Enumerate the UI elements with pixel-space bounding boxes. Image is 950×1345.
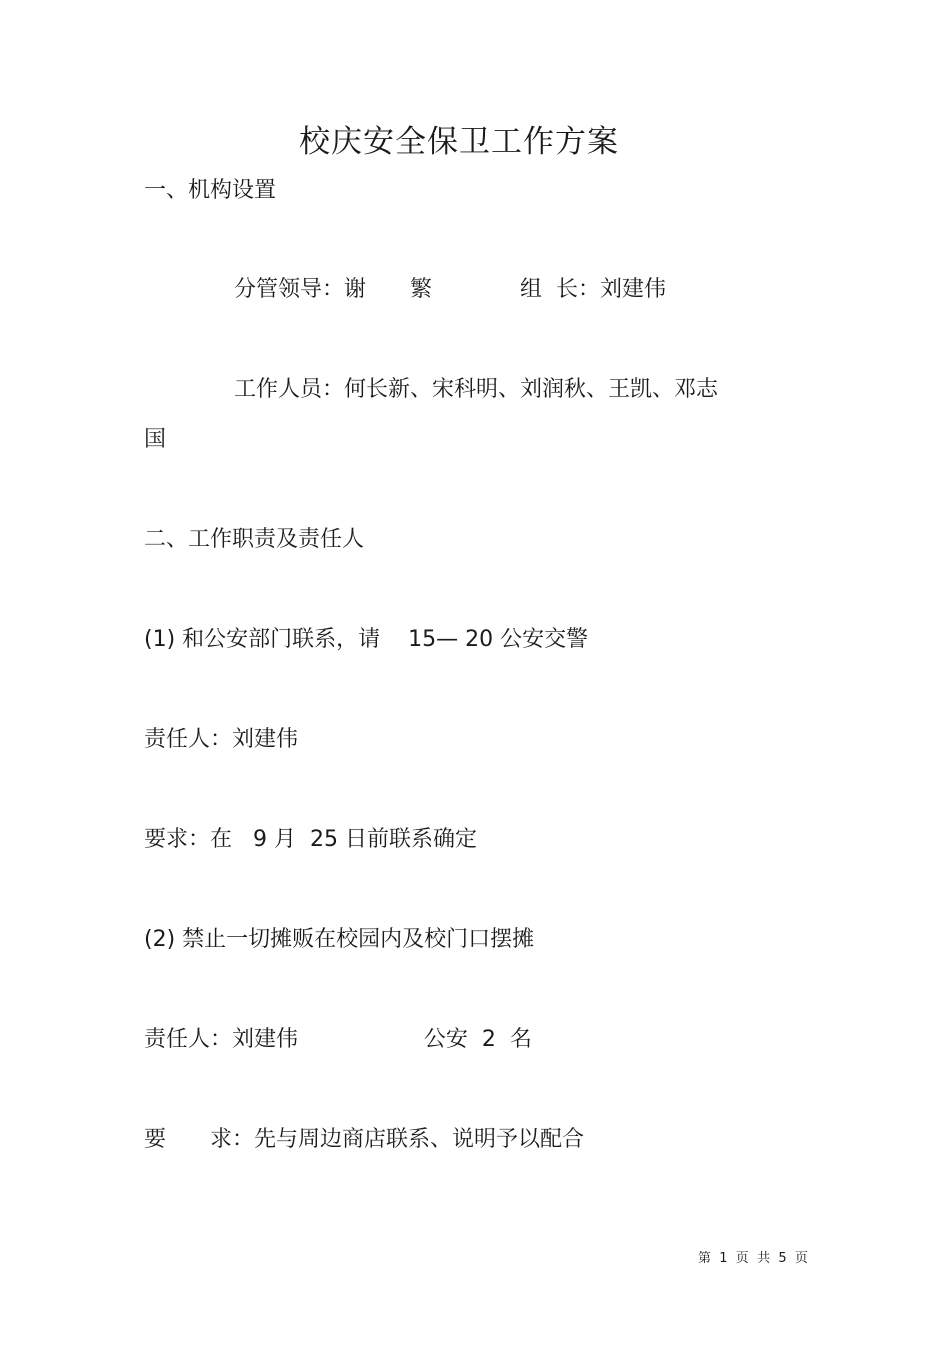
duty-item-2-responsible: 责任人：刘建伟 公安 2 名 <box>144 1027 532 1052</box>
section-heading-organization: 一、机构设置 <box>144 178 277 203</box>
duty-item-1-responsible: 责任人：刘建伟 <box>144 727 299 752</box>
document-title: 校庆安全保卫工作方案 <box>299 124 619 160</box>
staff-line: 工作人员：何长新、宋科明、刘润秋、王凯、邓志 <box>234 377 719 402</box>
leadership-line: 分管领导：谢 繁 组 长：刘建伟 <box>234 277 666 302</box>
page-number: 第 1 页 共 5 页 <box>698 1251 808 1266</box>
duty-item-2-requirement: 要 求：先与周边商店联系、说明予以配合 <box>144 1127 585 1152</box>
duty-item-2: (2) 禁止一切摊贩在校园内及校门口摆摊 <box>144 927 535 952</box>
duty-item-1: (1) 和公安部门联系，请 15— 20 公安交警 <box>144 627 589 652</box>
section-heading-duties: 二、工作职责及责任人 <box>144 527 365 552</box>
duty-item-1-requirement: 要求：在 9 月 25 日前联系确定 <box>144 827 477 852</box>
staff-line-continued: 国 <box>144 427 167 452</box>
